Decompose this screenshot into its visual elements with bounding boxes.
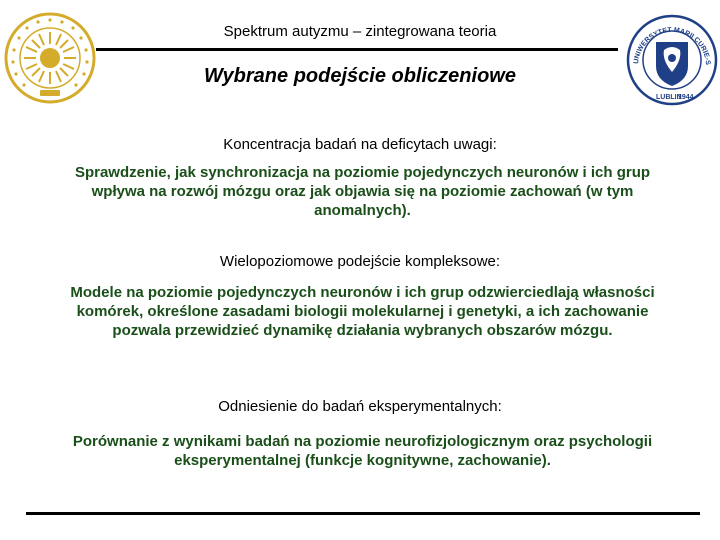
section-3-label: Odniesienie do badań eksperymentalnych: [218,398,502,415]
header-title: Spektrum autyzmu – zintegrowana teoria [223,23,497,40]
footer-divider [26,512,700,515]
crest-year-text: 1944 [678,94,694,101]
section-3-text: Porównanie z wynikami badań na poziomie neurofizjologicznym oraz psychologii eksperymentalnej (funkcje kognitywne, zachowanie). [72,433,653,469]
section-2-text: Modele na poziomie pojedynczych neuronów i ich grup odzwierciedlają własności komórek, określone zasadami biologii molekularnej i genetyki, a ich zachowanie pozwala przewidzieć dynamikę działania wybranych obszarów mózgu. [70,284,655,339]
section-1-text: Sprawdzenie, jak synchronizacja na poziomie pojedynczych neuronów i ich grup wpływa na rozwój mózgu oraz jak objawia się na poziomie zachowań (w tym anomalnych). [74,164,651,219]
crest-ring-text: UNIWERSYTET MARII CURIE-S [633,26,712,66]
right-university-logo-icon [626,14,718,106]
slide-title: Wybrane podejście obliczeniowe [204,65,516,87]
left-university-logo-icon [4,12,96,104]
crest-city-text: LUBLIN [656,94,682,101]
section-1-label: Koncentracja badań na deficytach uwagi: [223,136,497,153]
section-2-label: Wielopoziomowe podejście kompleksowe: [219,253,501,270]
header-divider [96,48,618,51]
